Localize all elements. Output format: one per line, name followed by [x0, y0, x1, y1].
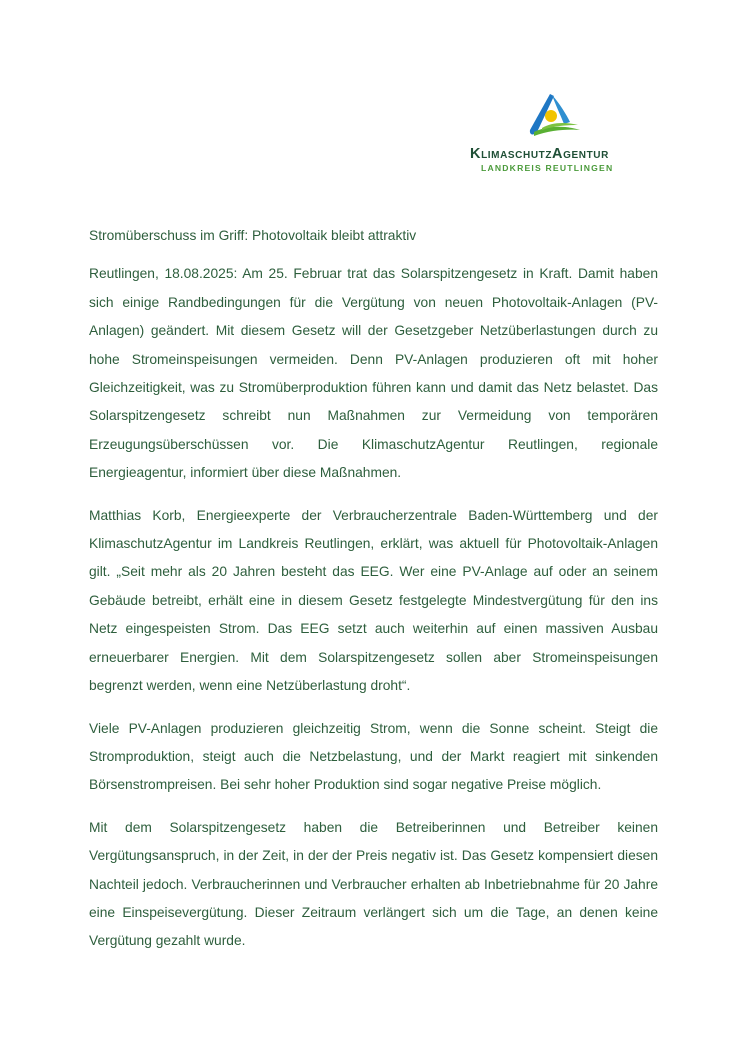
paragraph-4: Mit dem Solarspitzengesetz haben die Betreiberinnen und Betreiber keinen Vergütungsanspruch, in der Zeit, in der der Preis negativ ist. Das Gesetz kompensiert diesen Nachteil jedoch. Verbraucherinnen und Verbraucher erhalten ab Inbetriebnahme für 20 Jahre eine Einspeisevergütung. Dieser Zeitraum verlängert sich um die Tage, an denen keine Vergütung gezahlt wurde. — [89, 819, 658, 949]
klimaschutzagentur-emblem-icon — [528, 92, 582, 140]
logo-line-1: KlimaschutzAgentur — [470, 146, 609, 162]
press-release — [89, 222, 658, 970]
paragraph-3: Viele PV-Anlagen produzieren gleichzeitig Strom, wenn die Sonne scheint. Steigt die Stromproduktion, steigt auch die Netzbelastung, und der Markt reagiert mit sinkenden Börsenstrompreisen. Bei sehr hoher Produktion sind sogar negative Preise möglich. — [89, 720, 658, 793]
paragraph-1: Reutlingen, 18.08.2025: Am 25. Februar trat das Solarspitzengesetz in Kraft. Damit haben sich einige Randbedingungen für die Vergütung von neuen Photovoltaik-Anlagen (PV-Anlagen) geändert. Mit diesem Gesetz will der Gesetzgeber Netzüberlastungen durch zu hohe Stromeinspeisungen vermeiden. Denn PV-Anlagen produzieren oft mit hoher Gleichzeitigkeit, was zu Stromüberproduktion führen kann und damit das Netz belastet. Das Solarspitzengesetz schreibt nun Maßnahmen zur Vermeidung von temporären Erzeugungsüberschüssen vor. Die KlimaschutzAgentur Reutlingen, regionale Energieagentur, informiert über diese Maßnahmen. — [89, 266, 658, 481]
paragraph-2: Matthias Korb, Energieexperte der Verbraucherzentrale Baden-Württemberg und der KlimaschutzAgentur im Landkreis Reutlingen, erklärt, was aktuell für Photovoltaik-Anlagen gilt. „Seit mehr als 20 Jahren besteht das EEG. Wer eine PV-Anlage auf oder an seinem Gebäude betreibt, erhält eine in diesem Gesetz festgelegte Mindestvergütung für den ins Netz eingespeisten Strom. Das EEG setzt auch weiterhin auf einen massiven Ausbau erneuerbarer Energien. Mit dem Solarspitzengesetz sollen aber Stromeinspeisungen begrenzt werden, wenn eine Netzüberlastung droht“. — [89, 507, 658, 694]
klimaschutzagentur-logo — [470, 92, 650, 176]
logo-line-2: LANDKREIS REUTLINGEN — [481, 163, 614, 173]
document-title: Stromüberschuss im Griff: Photovoltaik bleibt attraktiv — [89, 228, 417, 243]
